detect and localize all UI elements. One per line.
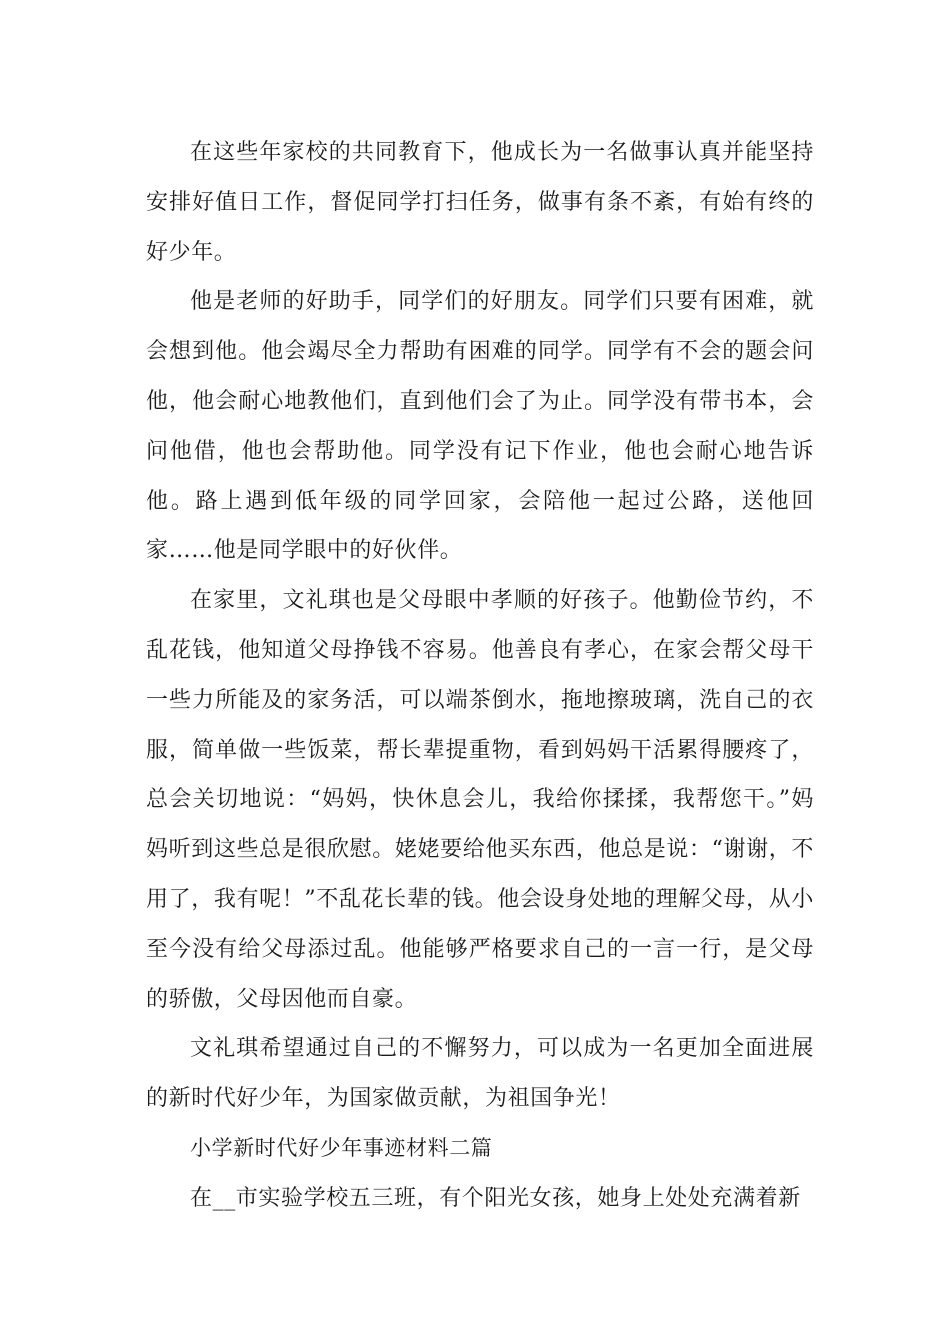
paragraph-2: 他是老师的好助手，同学们的好朋友。同学们只要有困难，就会想到他。他会竭尽全力帮助有困难的同学。同学有不会的题会问他，他会耐心地教他们，直到他们会了为止。同学没有带书本，会问他借，他也会帮助他。同学没有记下作业，他也会耐心地告诉他。路上遇到低年级的同学回家，会陪他一起过公路，送他回家……他是同学眼中的好伙伴。 <box>146 289 814 564</box>
paragraph-3: 在家里，文礼琪也是父母眼中孝顺的好孩子。他勤俭节约，不乱花钱，他知道父母挣钱不容易。他善良有孝心，在家会帮父母干一些力所能及的家务活，可以端茶倒水，拖地擦玻璃，洗自己的衣服，简单做一些饭菜，帮长辈提重物，看到妈妈干活累得腰疼了，总会关切地说：“妈妈，快休息会儿，我给你揉揉，我帮您干。”妈妈听到这些总是很欣慰。姥姥要给他买东西，他总是说：“谢谢，不用了，我有呢！”不乱花长辈的钱。他会设身处地的理解父母，从小至今没有给父母添过乱。他能够严格要求自己的一言一行，是父母的骄傲，父母因他而自豪。 <box>146 588 814 1012</box>
paragraph-5: 在__市实验学校五三班，有个阳光女孩，她身上处处充满着新 <box>190 1185 801 1211</box>
document-body <box>146 128 814 1224</box>
section-title: 小学新时代好少年事迹材料二篇 <box>190 1135 493 1160</box>
paragraph-4: 文礼琪希望通过自己的不懈努力，可以成为一名更加全面进展的新时代好少年，为国家做贡献，为祖国争光！ <box>146 1036 814 1112</box>
paragraph-1: 在这些年家校的共同教育下，他成长为一名做事认真并能坚持安排好值日工作，督促同学打扫任务，做事有条不紊，有始有终的好少年。 <box>146 140 814 265</box>
